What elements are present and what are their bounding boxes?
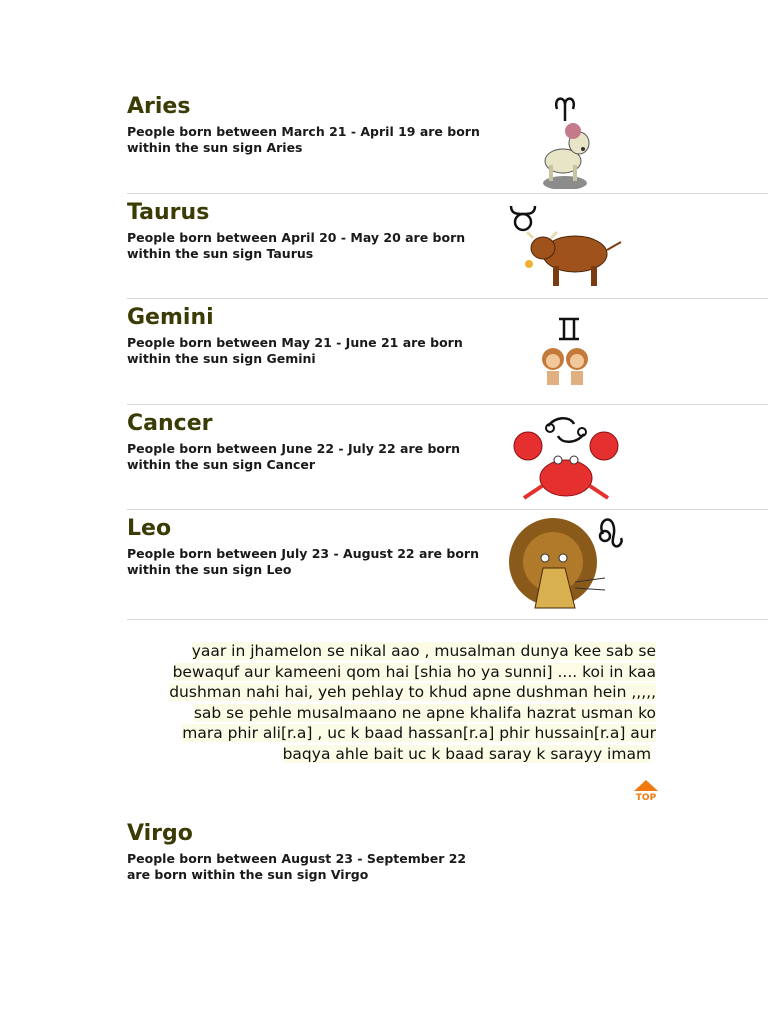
sign-gemini [127,305,768,366]
sign-description: People born between April 20 - May 20 are born within the sun sign Taurus [127,230,466,261]
sign-title: Aries [127,94,191,119]
comment-line: bewaquf aur kameeni qom hai [shia ho ya sunni] .... koi in kaa [172,662,656,681]
sign-description: People born between May 21 - June 21 are born within the sun sign Gemini [127,335,463,366]
sign-leo [127,516,768,577]
sign-title: Taurus [127,200,210,225]
comment-line: sab se pehle musalmaano ne apne khalifa hazrat usman ko [193,703,656,722]
sign-taurus [127,200,768,261]
divider [127,404,768,405]
back-to-top-button[interactable] [633,779,659,803]
sign-title: Leo [127,516,172,541]
divider [127,193,768,194]
divider [127,509,768,510]
sign-title: Virgo [127,821,193,846]
sign-description: People born between March 21 - April 19 are born within the sun sign Aries [127,124,480,155]
sign-description: People born between June 22 - July 22 are born within the sun sign Cancer [127,441,461,472]
aries-goat-icon [535,93,595,189]
sign-virgo [127,821,768,882]
comment-line: baqya ahle bait uc k baad saray k sarayy imam [282,744,652,763]
arrow-up-icon [633,779,659,803]
comment-line: mara phir ali[r.a] , uc k baad hassan[r.a] phir hussain[r.a] aur [182,724,656,742]
sign-aries [127,94,768,155]
divider [127,619,768,620]
gemini-twins-icon [535,315,595,389]
sign-description: People born between July 23 - August 22 are born within the sun sign Leo [127,546,479,577]
sign-cancer [127,411,768,472]
sign-description: People born between August 23 - September 22 are born within the sun sign Virgo [127,851,467,882]
divider [127,298,768,299]
comment-line: dushman nahi hai, yeh pehlay to khud apne dushman hein ,,,,, [169,683,656,701]
leo-lion-icon [505,512,629,616]
sign-title: Cancer [127,411,213,436]
comment-text [110,641,656,764]
cancer-crab-icon [508,414,624,502]
sign-title: Gemini [127,305,214,330]
taurus-bull-icon [505,202,627,292]
comment-line: yaar in jhamelon se nikal aao , musalman dunya kee sab se [191,642,656,660]
top-label: TOP [635,793,657,803]
